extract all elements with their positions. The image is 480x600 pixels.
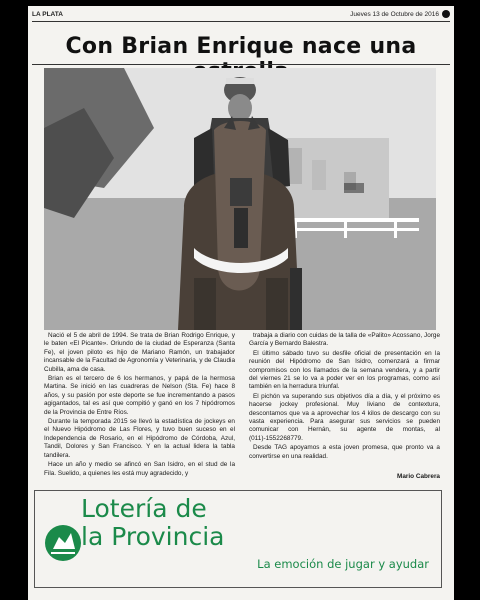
jockey-photo (44, 68, 436, 330)
page-header (32, 8, 450, 20)
article-column-1 (44, 332, 235, 478)
jockey-on-horse-illustration (44, 68, 436, 330)
paragraph: Nació el 5 de abril de 1994. Se trata de Brian Rodrigo Enrique, y le baten «El Picante». Oriundo de la ciudad de Esperanza (Santa Fe), el joven piloto es hijo de Mariano Ramón, un trabajador incansable de la Facultad de Agronomía y Veterinaria, y de Claudia Cubilla, ama de casa. (44, 332, 235, 373)
loteria-logo-icon (43, 523, 83, 563)
page-number-badge (442, 10, 450, 18)
ad-brand-line2: la Provincia (81, 522, 225, 551)
article-title: Con Brian Enrique nace una (65, 34, 417, 59)
ad-tagline: La emoción de jugar y ayudar (257, 557, 429, 571)
paragraph: Hace un año y medio se afincó en San Isidro, en el stud de la Fila. Suelido, a quienes les está muy agradecido, y (44, 461, 235, 477)
paragraph: trabaja a diario con cuidas de la talla de «Palito» Acossano, Jorge García y Bernardo Balestra. (249, 332, 440, 348)
paragraph: El último sábado tuvo su desfile oficial de presentación en la reunión del Hipódromo de San Isidro, comenzará a firmar compromisos con los llamados de la semana vendera, y a partir del viernes 21 se lo va a poder ver en los programas, como así también en la herradura triunfal. (249, 349, 440, 391)
paragraph: Durante la temporada 2015 se llevó la estadística de jockeys en el Nuevo Hipódromo de Las Flores, y tuvo buen suceso en el Independencia de Rosario, en el Hipódromo de Córdoba, Azul, Tandil, Dolores y San Francisco. Y en la actual lidera la tabla tandilera. (44, 418, 235, 459)
paragraph: El pichón va superando sus objetivos día a día, y el próximo es hacerse jockey profesional. Muy liviano de contextura, descontamos que va a aprovechar los 4 kilos de descargo con su vasta experiencia. Para asegurar sus servicios se pueden comunicar con Hernán, su agente de montas, al (011)-1552268779. (249, 392, 440, 442)
title-rule (32, 64, 450, 65)
section-label: LA PLATA (32, 10, 63, 18)
newspaper-page (28, 6, 454, 600)
article-body (44, 332, 440, 481)
ad-brand-line1: Lotería de (81, 494, 207, 523)
ad-brand (81, 495, 224, 551)
issue-date: Jueves 13 de Octubre de 2016 (350, 10, 439, 18)
header-rule (32, 21, 450, 22)
article-column-2 (249, 332, 440, 481)
paragraph: Brian es el tercero de 6 los hermanos, y papá de la hermosa Martina. Se inició en las cuadreras de Nelson (Sta. Fe) hace 8 años, y su pasión por este deporte se fue incrementando a pasos agigantados, tal es así que compitió y ganó en los 7 hipódromos de la Provincia de Entre Ríos. (44, 375, 235, 416)
loteria-advertisement[interactable] (34, 490, 442, 588)
author-byline: Mario Cabrera (397, 473, 440, 481)
paragraph: Desde TAG apoyamos a esta joven promesa, que pronto va a convertirse en una realidad. (249, 444, 440, 460)
